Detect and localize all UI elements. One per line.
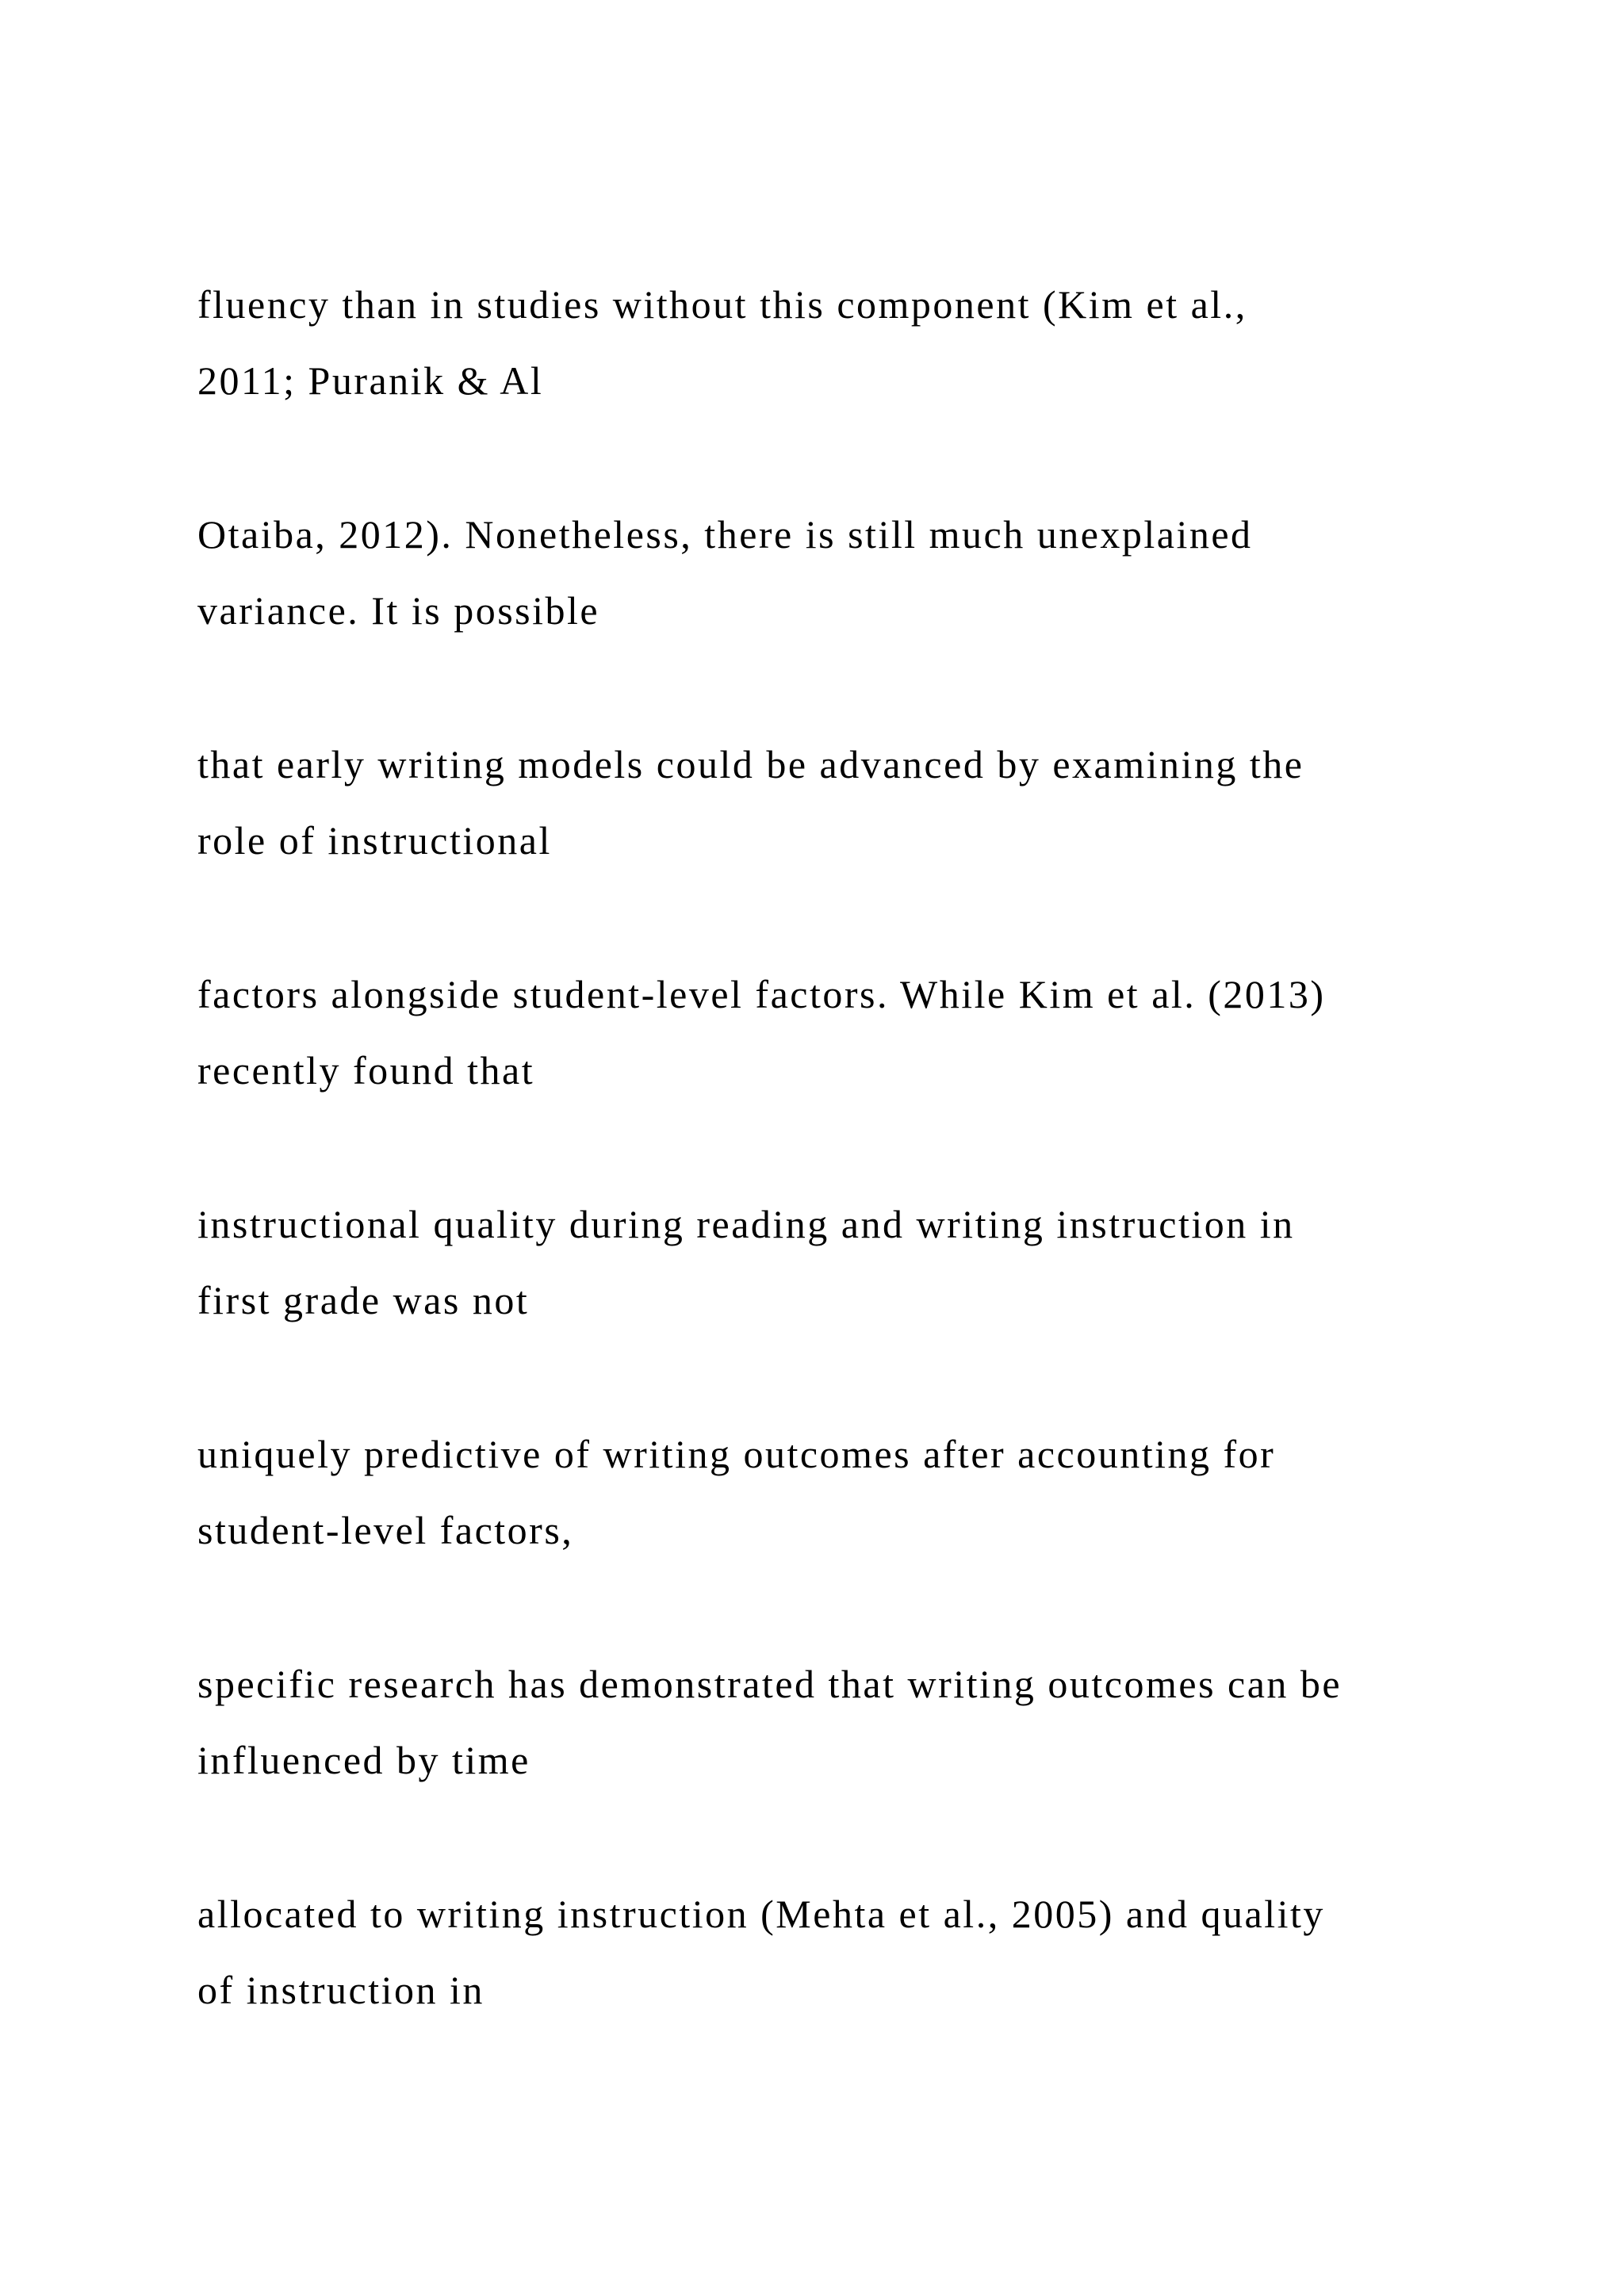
text-line: role of instructional (197, 818, 552, 863)
text-line: fluency than in studies without this component (Kim et al., (197, 282, 1247, 327)
text-line: that early writing models could be advanced by examining the (197, 742, 1304, 786)
paragraph (197, 266, 1593, 496)
text-line: of instruction in (197, 1968, 485, 2012)
text-line: influenced by time (197, 1738, 530, 1782)
text-line: Otaiba, 2012). Nonetheless, there is still much unexplained (197, 512, 1253, 557)
paragraph (197, 1416, 1593, 1646)
text-line: student-level factors, (197, 1508, 574, 1552)
paragraph (197, 956, 1593, 1186)
text-line: recently found that (197, 1048, 535, 1093)
text-line: factors alongside student-level factors. While Kim et al. (2013) (197, 972, 1326, 1016)
text-line: allocated to writing instruction (Mehta et al., 2005) and quality (197, 1892, 1325, 1936)
paragraph (197, 726, 1593, 956)
text-line: instructional quality during reading and writing instruction in (197, 1202, 1295, 1246)
paragraph (197, 496, 1593, 726)
text-line: first grade was not (197, 1278, 530, 1322)
paragraph (197, 1646, 1593, 1876)
paragraph (197, 1876, 1593, 2106)
text-line: 2011; Puranik & Al (197, 358, 544, 403)
paragraph (197, 1186, 1593, 1416)
text-line: variance. It is possible (197, 588, 600, 633)
text-line: specific research has demonstrated that writing outcomes can be (197, 1662, 1342, 1706)
body-text (197, 266, 1593, 2106)
text-line: uniquely predictive of writing outcomes after accounting for (197, 1432, 1276, 1476)
